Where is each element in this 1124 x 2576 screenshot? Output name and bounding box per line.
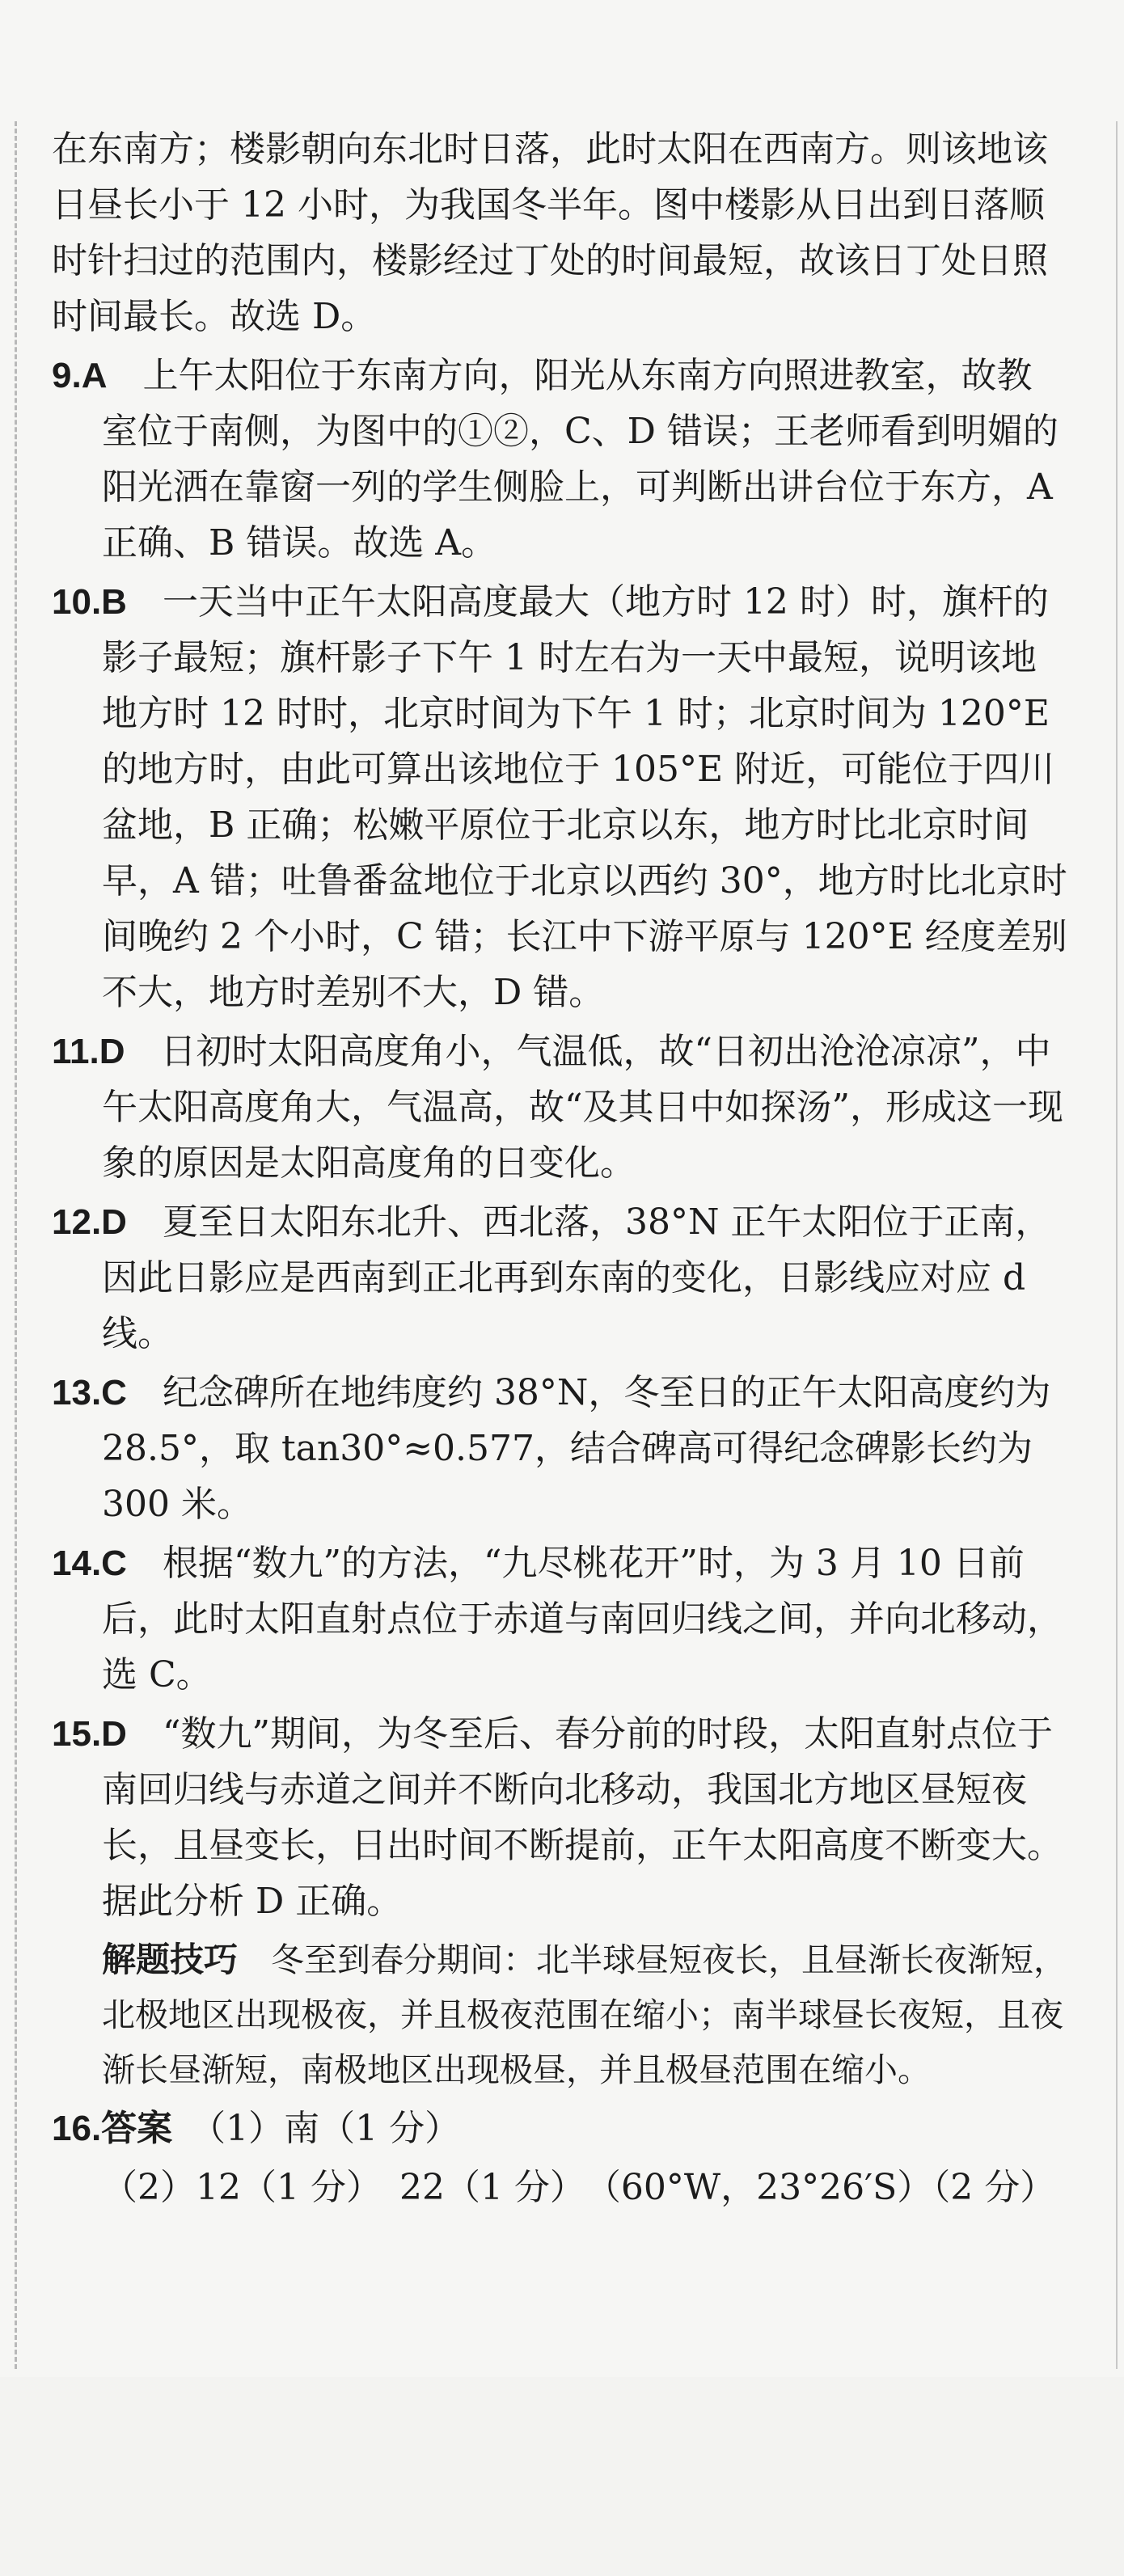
answer-item-11 <box>52 1024 1067 1191</box>
solving-tip <box>52 1932 1067 2097</box>
blank-page-bottom <box>0 2377 1124 2576</box>
answer-item-10 <box>52 574 1067 1020</box>
item-number: 9.A <box>52 356 108 395</box>
item-number: 14.C <box>52 1543 127 1583</box>
answer-item-12 <box>52 1194 1067 1362</box>
item-number: 10.B <box>52 582 127 622</box>
answer-item-14 <box>52 1535 1067 1703</box>
item-number: 12.D <box>52 1202 127 1242</box>
answer-item-15 <box>52 1706 1067 1929</box>
intro-paragraph: 在东南方；楼影朝向东北时日落，此时太阳在西南方。则该地该日昼长小于 12 小时，为我国冬半年。图中楼影从日出到日落顺时针扫过的范围内，楼影经过丁处的时间最短，故该日丁处日照时间最长。故选 D。 <box>52 129 1048 337</box>
answer-item-9 <box>52 348 1067 571</box>
tip-label: 解题技巧 <box>102 1940 239 1978</box>
item-text: 一天当中正午太阳高度最大（地方时 12 时）时，旗杆的影子最短；旗杆影子下午 1 时左右为一天中最短，说明该地地方时 12 时时，北京时间为下午 1 时；北京时间为 120°E 的地方时，由此可算出该地位于 105°E 附近，可能位于四川盆地，B 正确；松嫩平原位于北京以东，地方时比北京时间早，A 错；吐鲁番盆地位于北京以西约 30°，地方时比北京时间晚约 2 个小时，C 错；长江中下游平原与 120°E 经度差别不大，地方时差别不大，D 错。 <box>102 581 1067 1013</box>
answer-label: 答案 <box>101 2109 173 2148</box>
item-text: “数九”期间，为冬至后、春分前的时段，太阳直射点位于南回归线与赤道之间并不断向北移动，我国北方地区昼短夜长，且昼变长，日出时间不断提前，正午太阳高度不断变大。据此分析 D 正确。 <box>102 1713 1063 1922</box>
item-text: 根据“数九”的方法，“九尽桃花开”时，为 3 月 10 日前后，此时太阳直射点位于赤道与南回归线之间，并向北移动，选 C。 <box>102 1543 1063 1696</box>
item-text: 上午太阳位于东南方向，阳光从东南方向照进教室，故教室位于南侧，为图中的①②，C、D 错误；王老师看到明媚的阳光洒在靠窗一列的学生侧脸上，可判断出讲台位于东方，A 正确、B 错误。故选 A。 <box>102 355 1059 564</box>
item-text: 日初时太阳高度角小，气温低，故“日初出沧沧凉凉”，中午太阳高度角大，气温高，故“及其日中如探汤”，形成这一现象的原因是太阳高度角的日变化。 <box>102 1031 1063 1184</box>
item-number: 13.C <box>52 1373 127 1413</box>
left-binding-rule <box>15 121 17 2369</box>
answer-item-16 <box>52 2101 1067 2156</box>
q16-line1: （1）南（1 分） <box>208 2108 461 2149</box>
answer-item-13 <box>52 1365 1067 1532</box>
item-text: 纪念碑所在地纬度约 38°N，冬至日的正午太阳高度约为 28.5°，取 tan30°≈0.577，结合碑高可得纪念碑影长约为 300 米。 <box>102 1372 1051 1525</box>
item-text: 夏至日太阳东北升、西北落，38°N 正午太阳位于正南，因此日影应是西南到正北再到东南的变化，日影线应对应 d 线。 <box>102 1201 1051 1354</box>
q16-line2: （2）12（1 分） 22（1 分） （60°W，23°26′S）（2 分） <box>102 2167 1056 2208</box>
tip-text: 冬至到春分期间：北半球昼短夜长，且昼渐长夜渐短，北极地区出现极夜，并且极夜范围在缩小；南半球昼长夜短，且夜渐长昼渐短，南极地区出现极昼，并且极昼范围在缩小。 <box>102 1940 1067 2089</box>
answer-explanation-page <box>52 121 1067 2219</box>
item-number: 16. <box>52 2109 102 2148</box>
right-margin-rule <box>1116 121 1118 2369</box>
item-number: 15.D <box>52 1714 127 1754</box>
item-number: 11.D <box>52 1032 125 1071</box>
